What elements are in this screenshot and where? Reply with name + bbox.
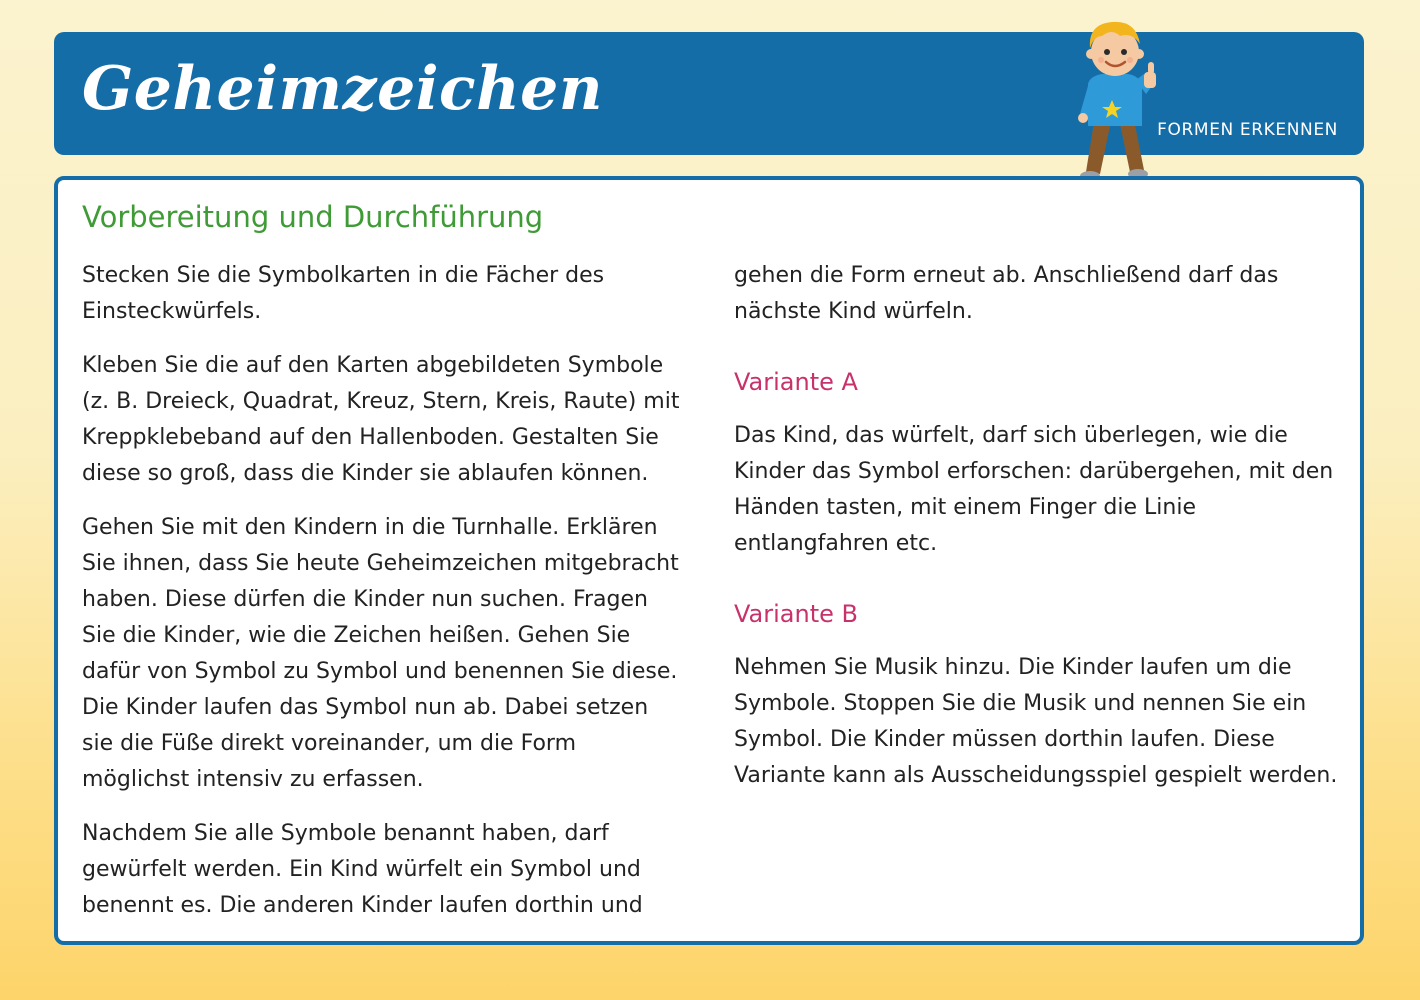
header-banner — [54, 32, 1364, 155]
content-card — [54, 176, 1364, 945]
boy-mascot-icon — [1072, 14, 1162, 184]
paragraph: gehen die Form erneut ab. Anschließend darf das nächste Kind würfeln. — [734, 263, 1279, 324]
variant-b-heading: Variante B — [734, 600, 858, 628]
category-label: FORMEN ERKENNEN — [1157, 120, 1338, 140]
paragraph: Stecken Sie die Symbolkarten in die Fächer des Einsteckwürfels. — [82, 263, 605, 324]
variant-a-text: Das Kind, das würfelt, darf sich überlegen, wie die Kinder das Symbol erforschen: darübergehen, mit den Händen tasten, mit einem Finger die Linie entlangfahren etc. — [734, 423, 1334, 556]
right-column — [734, 258, 1340, 812]
variant-b-text: Nehmen Sie Musik hinzu. Die Kinder laufen um die Symbole. Stoppen Sie die Musik und nennen Sie ein Symbol. Die Kinder müssen dorthin laufen. Diese Variante kann als Ausscheidungsspiel gespielt werden. — [734, 655, 1338, 788]
paragraph: Gehen Sie mit den Kindern in die Turnhalle. Erklären Sie ihnen, dass Sie heute Geheimzeichen mitgebracht haben. Diese dürfen die Kinder nun suchen. Fragen Sie die Kinder, wie die Zeichen heißen. Gehen Sie dafür von Symbol zu Symbol und benennen Sie diese. Die Kinder laufen das Symbol nun ab. Dabei setzen sie die Füße direkt voreinander, um die Form möglichst intensiv zu erfassen. — [82, 515, 679, 792]
left-column — [82, 258, 686, 942]
paragraph: Nachdem Sie alle Symbole benannt haben, darf gewürfelt werden. Ein Kind würfelt ein Symbol und benennt es. Die anderen Kinder laufen dorthin und — [82, 821, 643, 918]
page-title: Geheimzeichen — [82, 54, 603, 124]
variant-a-heading: Variante A — [734, 368, 858, 396]
paragraph: Kleben Sie die auf den Karten abgebildeten Symbole (z. B. Dreieck, Quadrat, Kreuz, Stern, Kreis, Raute) mit Kreppklebeband auf den Hallenboden. Gestalten Sie diese so groß, dass die Kinder sie ablaufen können. — [82, 353, 680, 486]
section-title: Vorbereitung und Durchführung — [82, 200, 544, 234]
